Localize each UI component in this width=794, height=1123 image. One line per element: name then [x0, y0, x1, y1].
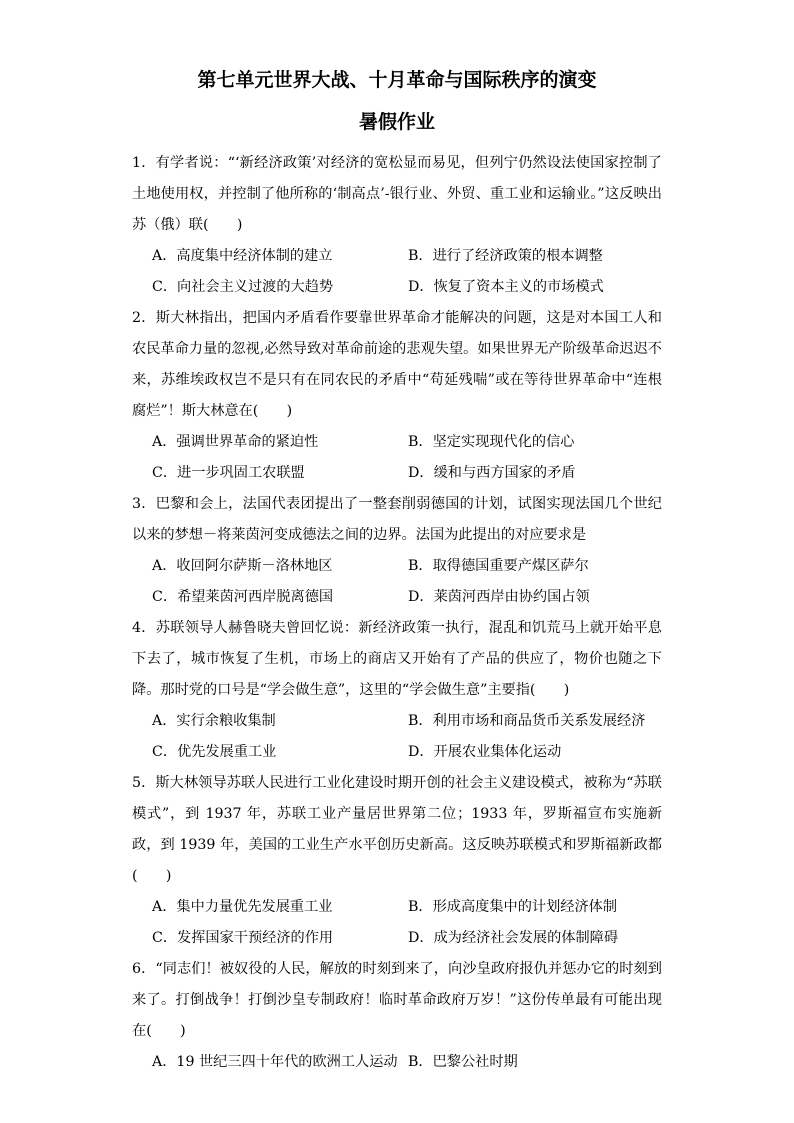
option-b: B．进行了经济政策的根本调整 — [408, 248, 603, 264]
option-group — [152, 706, 662, 768]
option-b: B．巴黎公社时期 — [408, 1054, 518, 1070]
option-c: C．希望莱茵河西岸脱离德国 — [152, 589, 334, 605]
question-stem: 5．斯大林领导苏联人民进行工业化建设时期开创的社会主义建设模式，被称为“苏联模式”，到 1937 年，苏联工业产量居世界第二位；1933 年，罗斯福宣布实施新政，到 1939 年，美国的工业生产水平创历史新高。这反映苏联模式和罗斯福新政都( ) — [132, 775, 662, 884]
question-2 — [132, 303, 662, 489]
option-d: D．莱茵河西岸由协约国占领 — [408, 589, 590, 605]
option-d: D．成为经济社会发展的体制障碍 — [408, 930, 619, 946]
question-1 — [132, 148, 662, 303]
question-3 — [132, 489, 662, 613]
option-b: B．坚定实现现代化的信心 — [408, 434, 575, 450]
option-d: D．缓和与西方国家的矛盾 — [408, 465, 576, 481]
option-group — [152, 1047, 662, 1078]
option-b: B．取得德国重要产煤区萨尔 — [408, 558, 589, 574]
question-list — [132, 148, 662, 1078]
question-stem: 6．“同志们！被奴役的人民，解放的时刻到来了，向沙皇政府报仇并惩办它的时刻到来了。打倒战争！打倒沙皇专制政府！临时革命政府万岁！”这份传单最有可能出现在( ) — [132, 961, 662, 1039]
option-d: D．恢复了资本主义的市场模式 — [408, 279, 604, 295]
option-c: C．发挥国家干预经济的作用 — [152, 930, 334, 946]
option-a: A．集中力量优先发展重工业 — [152, 899, 333, 915]
question-5 — [132, 768, 662, 954]
option-a: A．19 世纪三四十年代的欧洲工人运动 — [152, 1054, 398, 1070]
option-group — [152, 241, 662, 303]
option-b: B．利用市场和商品货币关系发展经济 — [408, 713, 646, 729]
option-c: C．优先发展重工业 — [152, 744, 277, 760]
option-group — [152, 551, 662, 613]
option-a: A．实行余粮收集制 — [152, 713, 276, 729]
question-stem: 3．巴黎和会上，法国代表团提出了一整套削弱德国的计划，试图实现法国几个世纪以来的梦想－将莱茵河变成德法之间的边界。法国为此提出的对应要求是 — [132, 496, 662, 543]
option-group — [152, 427, 662, 489]
option-d: D．开展农业集体化运动 — [408, 744, 562, 760]
option-a: A．收回阿尔萨斯－洛林地区 — [152, 558, 333, 574]
question-stem: 1．有学者说：“‘新经济政策’对经济的宽松显而易见，但列宁仍然设法使国家控制了土地使用权，并控制了他所称的‘制高点’-银行业、外贸、重工业和运输业。”这反映出苏（俄）联( ) — [132, 155, 662, 233]
option-b: B．形成高度集中的计划经济体制 — [408, 899, 618, 915]
question-6 — [132, 954, 662, 1078]
question-stem: 4．苏联领导人赫鲁晓夫曾回忆说：新经济政策一执行，混乱和饥荒马上就开始平息下去了，城市恢复了生机，市场上的商店又开始有了产品的供应了，物价也随之下降。那时党的口号是“学会做生意”，这里的“学会做生意”主要指( ) — [132, 620, 662, 698]
option-a: A．强调世界革命的紧迫性 — [152, 434, 319, 450]
page-title: 第七单元世界大战、十月革命与国际秩序的演变 — [197, 69, 597, 91]
question-4 — [132, 613, 662, 768]
option-a: A．高度集中经济体制的建立 — [152, 248, 333, 264]
option-group — [152, 892, 662, 954]
question-stem: 2．斯大林指出，把国内矛盾看作要靠世界革命才能解决的问题，这是对本国工人和农民革命力量的忽视,必然导致对革命前途的悲观失望。如果世界无产阶级革命迟迟不来，苏维埃政权岂不是只有在同农民的矛盾中“苟延残喘”或在等待世界革命中“连根腐烂”！斯大林意在( ) — [132, 310, 662, 419]
option-c: C．进一步巩固工农联盟 — [152, 465, 305, 481]
page-subtitle: 暑假作业 — [358, 111, 435, 133]
option-c: C．向社会主义过渡的大趋势 — [152, 279, 334, 295]
